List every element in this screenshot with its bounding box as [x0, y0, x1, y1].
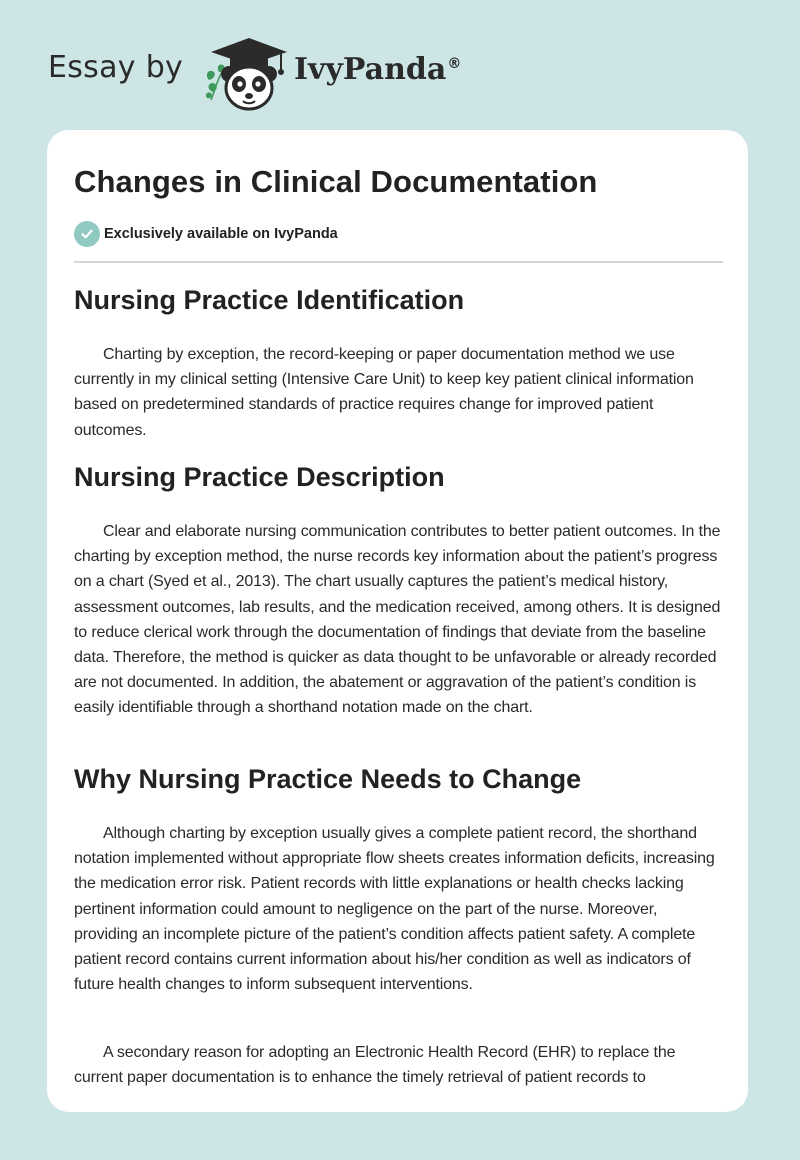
- brand-name-text: IvyPanda: [294, 52, 447, 87]
- paragraph: Charting by exception, the record-keeping or paper documentation method we use currently in my clinical setting (Intensive Care Unit) to keep key patient clinical information based on predetermined standards of practice requires change for improved patient outcomes.: [74, 346, 694, 439]
- panda-graduate-icon[interactable]: [203, 36, 295, 112]
- section-heading: Nursing Practice Description: [74, 462, 445, 492]
- brand-name[interactable]: [294, 52, 461, 87]
- paragraph: A secondary reason for adopting an Electronic Health Record (EHR) to replace the current paper documentation is to enhance the timely retrieval of patient records to: [74, 1044, 676, 1087]
- essay-card: [47, 130, 748, 1112]
- page-title: Changes in Clinical Documentation: [74, 164, 598, 199]
- paragraph: Clear and elaborate nursing communication contributes to better patient outcomes. In the charting by exception method, the nurse records key information about the patient’s progress on a chart (Syed et al., 2013). The chart usually captures the patient’s medical history, assessment outcomes, lab results, and the medication received, among others. It is designed to reduce clerical work through the documentation of findings that deviate from the baseline data. Therefore, the method is quicker as data thought to be unfavorable or already recorded are not documented. In addition, the abatement or aggravation of the patient’s condition is easily identifiable through a shorthand notation made on the chart.: [74, 523, 721, 717]
- check-icon: [74, 221, 100, 247]
- section-heading: Why Nursing Practice Needs to Change: [74, 764, 582, 794]
- exclusive-badge: [74, 221, 338, 247]
- essay-by-label: Essay by: [48, 50, 184, 85]
- exclusive-label: Exclusively available on IvyPanda: [104, 226, 338, 242]
- registered-mark: ®: [447, 56, 462, 72]
- divider: [74, 261, 723, 263]
- paragraph: Although charting by exception usually gives a complete patient record, the shorthand notation implemented without appropriate flow sheets creates information deficits, increasing the medication error risk. Patient records with little explanations or health checks lacking pertinent information could amount to negligence on the part of the nurse. Moreover, providing an incomplete picture of the patient’s condition affects patient safety. A complete patient record contains current information about his/her condition as well as indicators of future health changes to inform subsequent interventions.: [74, 825, 715, 994]
- section-heading: Nursing Practice Identification: [74, 285, 465, 315]
